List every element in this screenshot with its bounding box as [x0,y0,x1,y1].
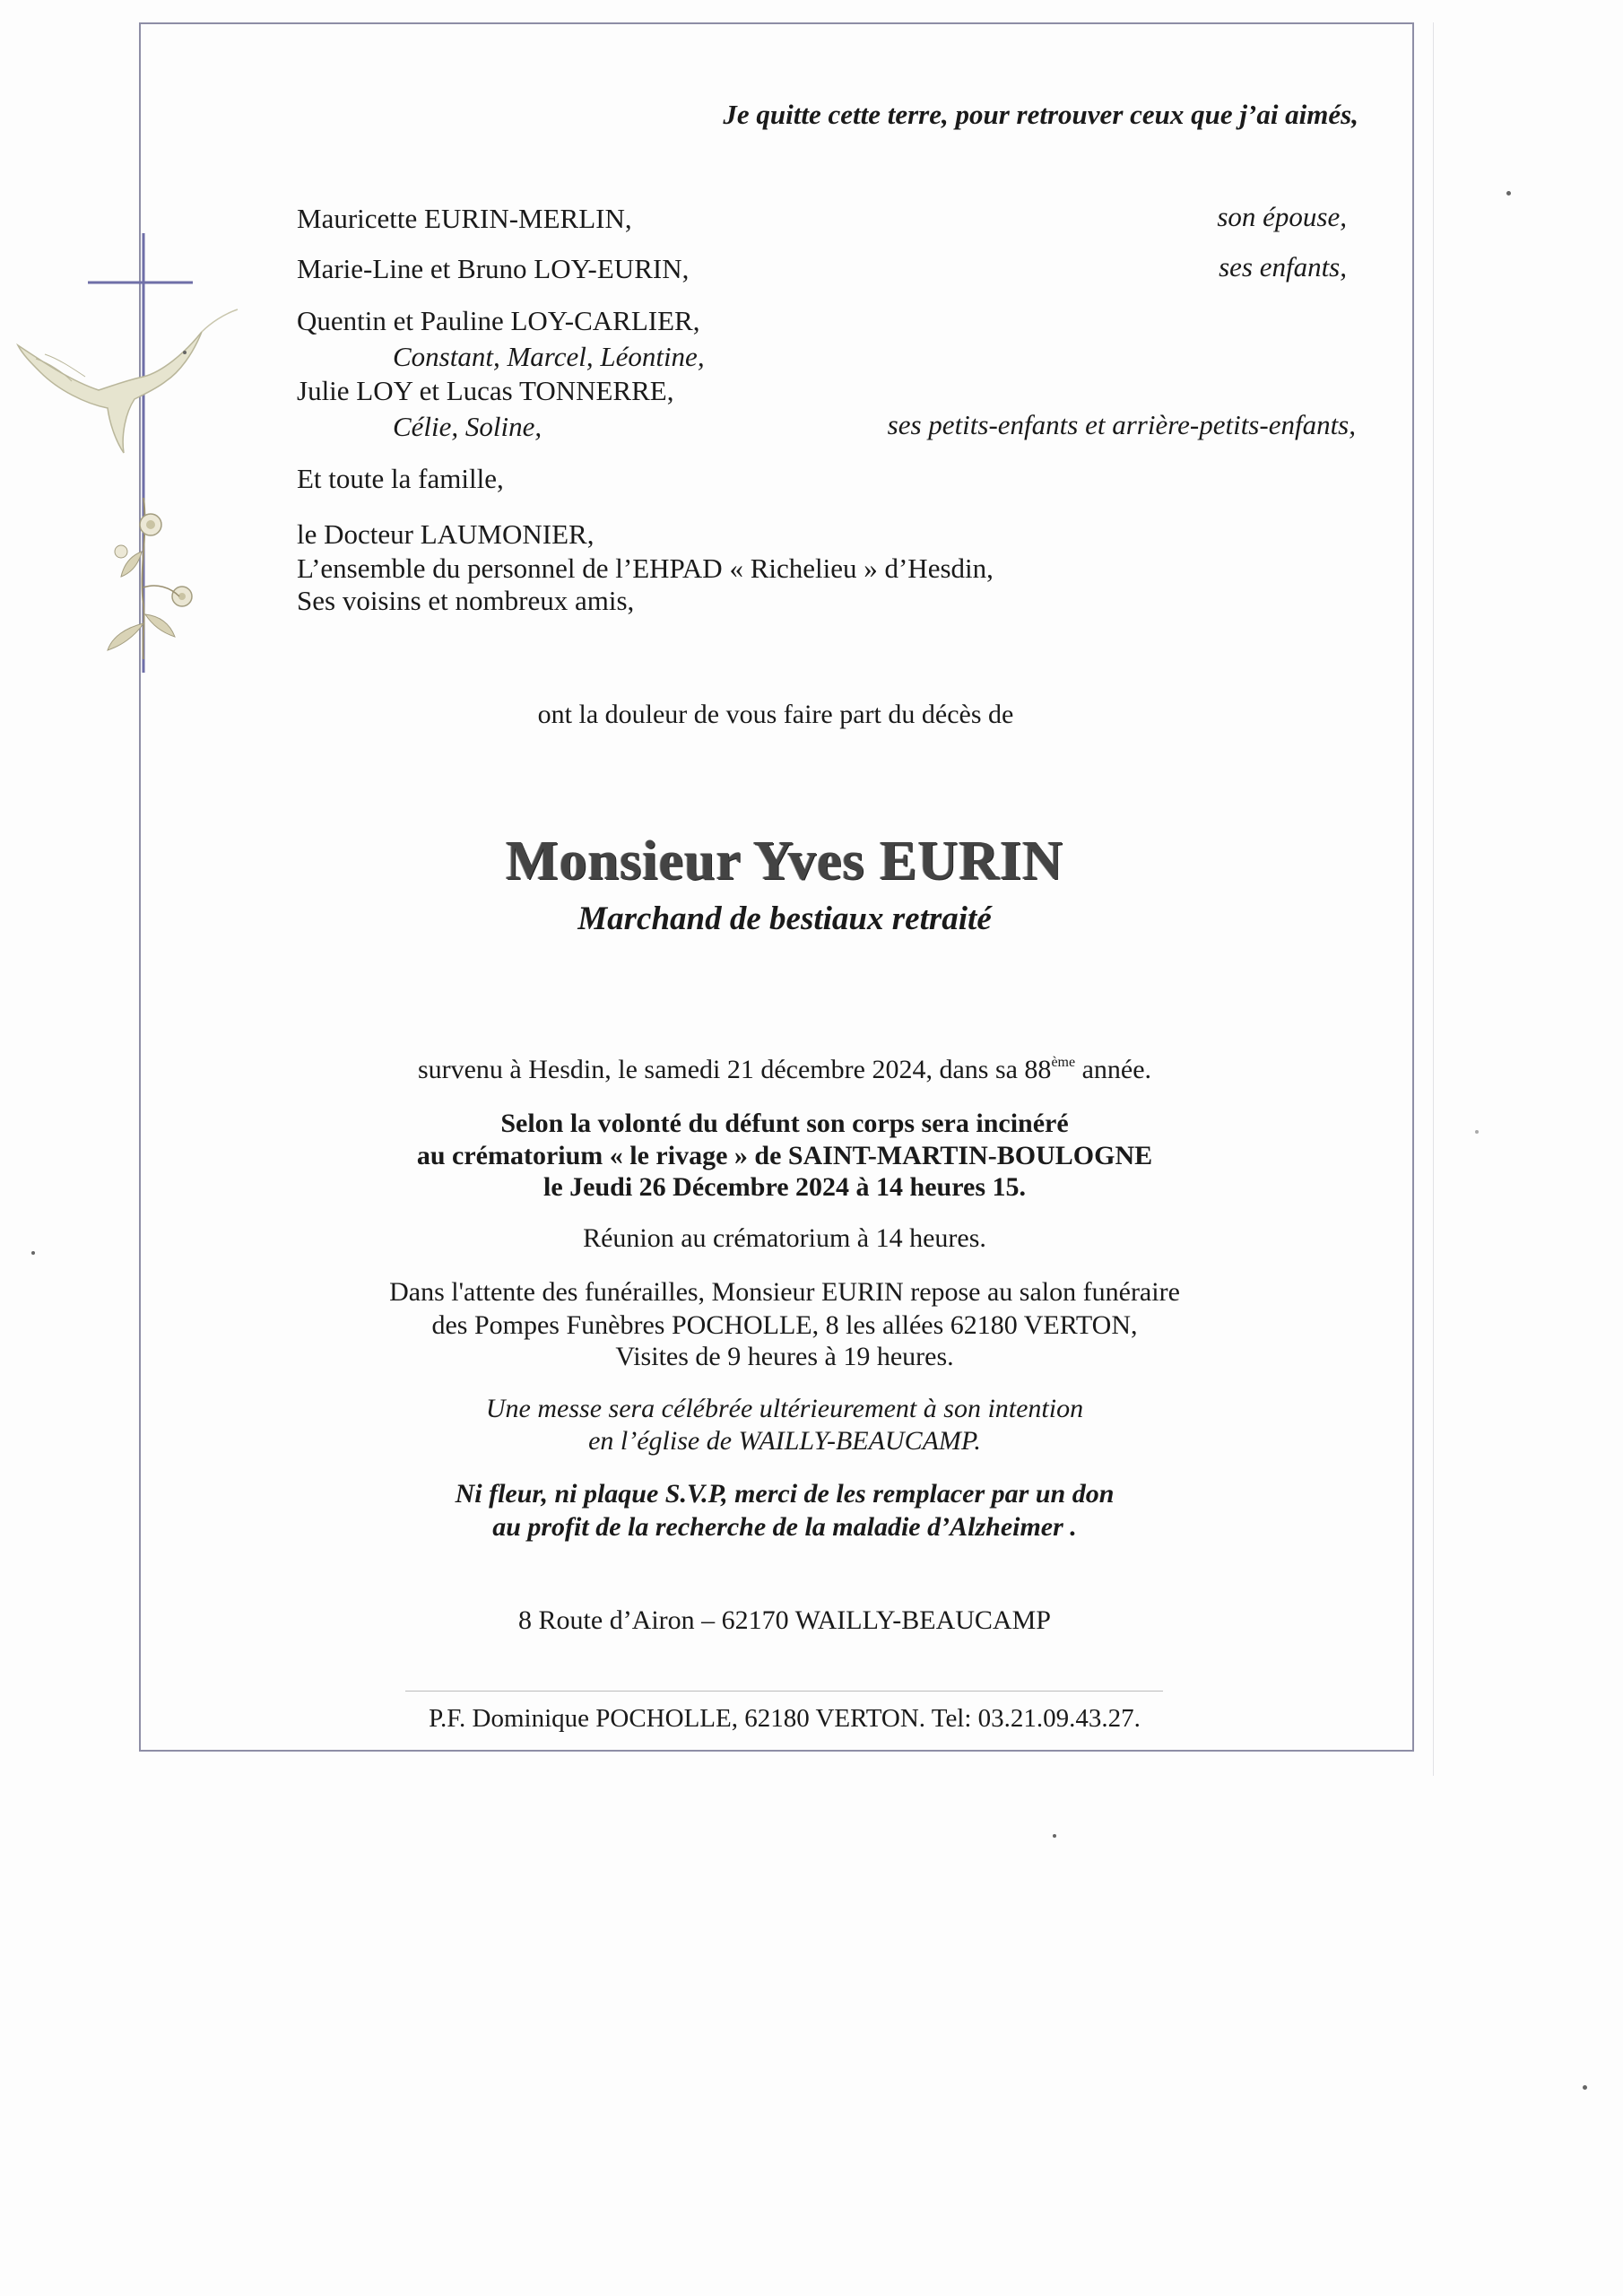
grandchild2-kids: Célie, Soline, [393,411,542,442]
scan-speck [31,1251,35,1255]
death-text-end: année. [1075,1055,1152,1084]
funeral-home-line-1: Dans l'attente des funérailles, Monsieur EURIN repose au salon funéraire [389,1277,1180,1307]
flowers-line-2: au profit de la recherche de la maladie d’Alzheimer . [492,1512,1077,1542]
neighbors: Ses voisins et nombreux amis, [297,585,635,616]
cross-dove-flower-icon [9,229,242,677]
scan-speck [1583,2085,1587,2090]
ceremony-line-3: le Jeudi 26 Décembre 2024 à 14 heures 15. [543,1172,1026,1202]
death-superscript: ème [1051,1055,1076,1070]
children-name: Marie-Line et Bruno LOY-EURIN, [297,253,690,284]
deceased-name: Monsieur Yves EURIN [506,831,1063,891]
scan-edge-line [1433,22,1434,1776]
death-text: survenu à Hesdin, le samedi 21 décembre 2024, dans sa 88 [417,1055,1052,1084]
ceremony-line-1: Selon la volonté du défunt son corps sera incinéré [500,1109,1069,1138]
doctor: le Docteur LAUMONIER, [297,518,595,550]
epigraph: Je quitte cette terre, pour retrouver ceux que j’ai aimés, [723,99,1358,130]
dove-icon [18,309,238,453]
scan-speck [1506,191,1511,196]
scan-speck [1053,1834,1056,1838]
family-address: 8 Route d’Airon – 62170 WAILLY-BEAUCAMP [518,1605,1051,1635]
funeral-director-footer: P.F. Dominique POCHOLLE, 62180 VERTON. Tel: 03.21.09.43.27. [429,1704,1141,1733]
grandchildren-role: ses petits-enfants et arrière-petits-enfants, [887,409,1356,440]
family-all: Et toute la famille, [297,463,504,494]
mass-line-1: Une messe sera célébrée ultérieurement à son intention [485,1394,1084,1423]
footer-rule [405,1691,1163,1692]
grandchild1-name: Quentin et Pauline LOY-CARLIER, [297,305,700,336]
flower-icon [108,498,192,659]
death-details [269,1057,1300,1083]
mass-line-2: en l’église de WAILLY-BEAUCAMP. [588,1426,981,1456]
flowers-line-1: Ni fleur, ni plaque S.V.P, merci de les remplacer par un don [455,1479,1115,1509]
deceased-occupation: Marchand de bestiaux retraité [577,900,992,937]
funeral-home-line-2: des Pompes Funèbres POCHOLLE, 8 les allées 62180 VERTON, [431,1310,1138,1340]
ceremony-line-2: au crématorium « le rivage » de SAINT-MARTIN-BOULOGNE [416,1141,1153,1170]
ehpad-staff: L’ensemble du personnel de l’EHPAD « Richelieu » d’Hesdin, [297,552,994,584]
funeral-home-line-3: Visites de 9 heures à 19 heures. [615,1342,954,1371]
grandchild1-kids: Constant, Marcel, Léontine, [393,341,705,372]
children-role: ses enfants, [1219,251,1347,283]
spouse-role: son épouse, [1217,201,1347,232]
scan-speck [1475,1130,1479,1134]
grandchild2-name: Julie LOY et Lucas TONNERRE, [297,375,674,406]
meeting-info: Réunion au crématorium à 14 heures. [583,1223,986,1253]
spouse-name: Mauricette EURIN-MERLIN, [297,203,632,234]
announcement: ont la douleur de vous faire part du décès de [537,700,1014,729]
